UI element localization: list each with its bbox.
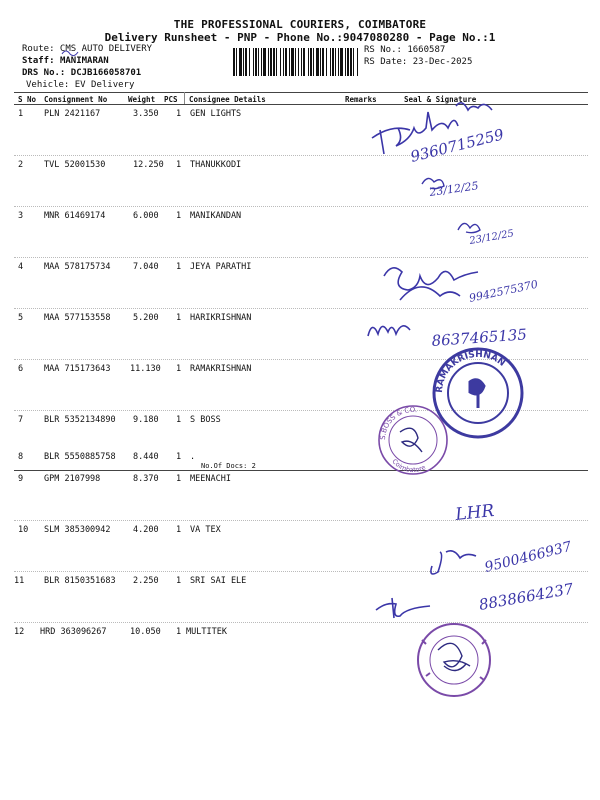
row-consignment: BLR 8150351683 bbox=[44, 576, 116, 586]
row-sno: 3 bbox=[18, 211, 24, 221]
barcode bbox=[232, 48, 362, 76]
barcode-bar bbox=[263, 48, 266, 76]
route-label: Route: CMS AUTO DELIVERY bbox=[22, 44, 153, 54]
signature-row-11-phone: 8838664237 bbox=[477, 579, 575, 614]
row-separator bbox=[14, 470, 588, 471]
row-consignment: BLR 5550885758 bbox=[44, 452, 116, 462]
stamp-multitek bbox=[418, 624, 490, 696]
barcode-bar bbox=[245, 48, 247, 76]
row-consignee: RAMAKRISHNAN bbox=[190, 364, 252, 374]
row-consignment: HRD 363096267 bbox=[40, 627, 107, 637]
signature-row-11 bbox=[376, 598, 430, 618]
barcode-bar bbox=[338, 48, 339, 76]
signature-row-1 bbox=[372, 103, 492, 154]
row-sno: 11 bbox=[14, 576, 25, 586]
signature-row-4-phone: 9942575370 bbox=[467, 277, 540, 305]
row-sno: 5 bbox=[18, 313, 24, 323]
row-consignment: PLN 2421167 bbox=[44, 109, 101, 119]
signature-row-3-initials bbox=[458, 223, 480, 232]
barcode-bar bbox=[316, 48, 319, 76]
barcode-bar bbox=[276, 48, 277, 76]
row-pcs: 1 bbox=[176, 452, 182, 462]
barcode-bar bbox=[326, 48, 327, 76]
stamp-s-boss-text: S.BOSS & CO. bbox=[378, 405, 418, 441]
barcode-bar bbox=[243, 48, 244, 76]
svg-text:S.BOSS & CO. bbox=[379, 406, 418, 440]
row-consignee: MEENACHI bbox=[190, 474, 231, 484]
drs-label: DRS No.: bbox=[22, 68, 66, 78]
staff-row bbox=[22, 56, 109, 66]
drs-row bbox=[22, 68, 141, 78]
row-consignment: BLR 5352134890 bbox=[44, 415, 116, 425]
row-pcs: 1 bbox=[176, 262, 182, 272]
barcode-bar bbox=[330, 48, 331, 76]
signature-row-3-date: 23/12/25 bbox=[468, 228, 515, 247]
row-pcs: 1 bbox=[176, 364, 182, 374]
row-pcs: 1 bbox=[176, 415, 182, 425]
rs-date: RS Date: 23-Dec-2025 bbox=[364, 57, 473, 67]
barcode-bar bbox=[258, 48, 259, 76]
staff-label: Staff: bbox=[22, 56, 55, 66]
stamp-s-boss bbox=[379, 406, 447, 474]
row-weight: 12.250 bbox=[133, 160, 164, 170]
row-pcs: 1 bbox=[176, 109, 182, 119]
barcode-bar bbox=[332, 48, 334, 76]
col-divider bbox=[184, 92, 185, 104]
row-sno: 7 bbox=[18, 415, 24, 425]
row-pcs: 1 bbox=[176, 576, 182, 586]
row-consignee: JEYA PARATHI bbox=[190, 262, 252, 272]
barcode-bar bbox=[268, 48, 269, 76]
signature-row-4 bbox=[384, 268, 478, 300]
svg-text:Coimbatore bbox=[390, 457, 426, 474]
barcode-bar bbox=[283, 48, 284, 76]
col-pcs: PCS bbox=[164, 95, 178, 104]
barcode-bar bbox=[295, 48, 296, 76]
barcode-bar bbox=[249, 48, 250, 76]
barcode-bar bbox=[320, 48, 321, 76]
row-consignee: HARIKRISHNAN bbox=[190, 313, 252, 323]
row-consignment: GPM 2107998 bbox=[44, 474, 101, 484]
barcode-bar bbox=[239, 48, 242, 76]
runsheet-title: Delivery Runsheet - PNP - Phone No.:9047080280 - Page No.:1 bbox=[104, 31, 496, 44]
row-pcs: 1 bbox=[176, 474, 182, 484]
row-sno: 4 bbox=[18, 262, 24, 272]
col-remarks: Remarks bbox=[345, 95, 377, 104]
row-consignment: SLM 385300942 bbox=[44, 525, 111, 535]
row-weight: 8.440 bbox=[133, 452, 159, 462]
row-pcs: 1 bbox=[176, 160, 182, 170]
row-consignee: THANUKKODI bbox=[190, 160, 242, 170]
signature-row-1-phone: 9360715259 bbox=[408, 125, 506, 166]
barcode-bar bbox=[357, 48, 358, 76]
barcode-bar bbox=[353, 48, 354, 76]
row-sno: 6 bbox=[18, 364, 24, 374]
barcode-bar bbox=[233, 48, 235, 76]
row-consignee: . bbox=[190, 452, 196, 462]
row-consignment: MNR 61469174 bbox=[44, 211, 106, 221]
row-consignment: MAA 578175734 bbox=[44, 262, 111, 272]
rs-number: RS No.: 1660587 bbox=[364, 45, 446, 55]
col-consignment: Consignment No bbox=[44, 95, 108, 104]
barcode-bar bbox=[345, 48, 346, 76]
barcode-bar bbox=[322, 48, 324, 76]
barcode-bar bbox=[236, 48, 237, 76]
row-weight: 6.000 bbox=[133, 211, 159, 221]
barcode-bar bbox=[253, 48, 254, 76]
row-weight: 4.200 bbox=[133, 525, 159, 535]
col-seal-signature: Seal & Signature bbox=[404, 95, 477, 104]
row-weight: 10.050 bbox=[130, 627, 161, 637]
barcode-bar bbox=[273, 48, 275, 76]
row-weight: 5.200 bbox=[133, 313, 159, 323]
row-pcs: 1 bbox=[176, 313, 182, 323]
barcode-bar bbox=[313, 48, 314, 76]
barcode-bar bbox=[270, 48, 272, 76]
row-consignee: MANIKANDAN bbox=[190, 211, 242, 221]
col-sno: S No bbox=[18, 95, 37, 104]
stamp-ramakrishnan-text: RAMAKRISHNAN bbox=[434, 349, 507, 394]
row-consignment: TVL 52001530 bbox=[44, 160, 106, 170]
vehicle-label: Vehicle: EV Delivery bbox=[26, 80, 135, 90]
company-title: THE PROFESSIONAL COURIERS, COIMBATORE bbox=[173, 18, 427, 31]
row-sno: 8 bbox=[18, 452, 24, 462]
table-header-rule bbox=[14, 104, 588, 105]
table-top-rule bbox=[14, 92, 588, 93]
row-consignee: GEN LIGHTS bbox=[190, 109, 242, 119]
signature-row-9-initials: LHR bbox=[454, 501, 496, 525]
col-consignee: Consignee Details bbox=[189, 95, 266, 104]
signature-row-10-phone: 9500466937 bbox=[483, 538, 574, 576]
barcode-bar bbox=[261, 48, 262, 76]
row-separator bbox=[14, 410, 588, 411]
barcode-bar bbox=[310, 48, 312, 76]
signature-row-5-phone: 8637465135 bbox=[431, 325, 528, 350]
staff-name: MANIMARAN bbox=[59, 56, 109, 66]
signature-row-1-date: 23/12/25 bbox=[428, 179, 480, 199]
barcode-bar bbox=[285, 48, 287, 76]
row-sno: 2 bbox=[18, 160, 24, 170]
barcode-bar bbox=[280, 48, 281, 76]
stamp-s-boss-city: Coimbatore bbox=[390, 457, 427, 475]
barcode-bar bbox=[303, 48, 305, 76]
barcode-bar bbox=[289, 48, 290, 76]
col-weight: Weight bbox=[128, 95, 156, 104]
row-separator bbox=[14, 622, 588, 623]
svg-text:RAMAKRISHNAN bbox=[435, 350, 507, 393]
row-pcs: 1 bbox=[176, 525, 182, 535]
stamp-ramakrishnan bbox=[434, 349, 522, 437]
row-separator bbox=[14, 359, 588, 360]
row-weight: 11.130 bbox=[130, 364, 161, 374]
barcode-bar bbox=[335, 48, 336, 76]
row-consignment: MAA 715173643 bbox=[44, 364, 111, 374]
row-pcs: 1 bbox=[176, 627, 182, 637]
row-weight: 2.250 bbox=[133, 576, 159, 586]
barcode-bar bbox=[347, 48, 349, 76]
docs-count-note: No.Of Docs: 2 bbox=[201, 462, 256, 470]
row-separator bbox=[14, 571, 588, 572]
row-consignee: MULTITEK bbox=[186, 627, 227, 637]
row-weight: 3.350 bbox=[133, 109, 159, 119]
row-consignee: VA TEX bbox=[190, 525, 221, 535]
barcode-bar bbox=[308, 48, 309, 76]
row-sno: 12 bbox=[14, 627, 25, 637]
row-separator bbox=[14, 155, 588, 156]
drs-number: DCJB166058701 bbox=[70, 68, 142, 78]
barcode-bar bbox=[340, 48, 343, 76]
signature-row-1-initials bbox=[422, 178, 444, 188]
barcode-bar bbox=[350, 48, 352, 76]
barcode-bar bbox=[298, 48, 299, 76]
row-weight: 7.040 bbox=[133, 262, 159, 272]
signature-row-5 bbox=[368, 326, 410, 336]
row-consignment: MAA 577153558 bbox=[44, 313, 111, 323]
row-weight: 8.370 bbox=[133, 474, 159, 484]
row-consignee: S BOSS bbox=[190, 415, 221, 425]
row-weight: 9.180 bbox=[133, 415, 159, 425]
row-separator bbox=[14, 206, 588, 207]
barcode-bar bbox=[255, 48, 257, 76]
row-separator bbox=[14, 257, 588, 258]
barcode-bar bbox=[301, 48, 302, 76]
row-pcs: 1 bbox=[176, 211, 182, 221]
row-consignee: SRI SAI ELE bbox=[190, 576, 247, 586]
row-sno: 10 bbox=[18, 525, 29, 535]
row-sno: 9 bbox=[18, 474, 24, 484]
barcode-bar bbox=[291, 48, 294, 76]
row-separator bbox=[14, 308, 588, 309]
row-separator bbox=[14, 520, 588, 521]
row-sno: 1 bbox=[18, 109, 24, 119]
